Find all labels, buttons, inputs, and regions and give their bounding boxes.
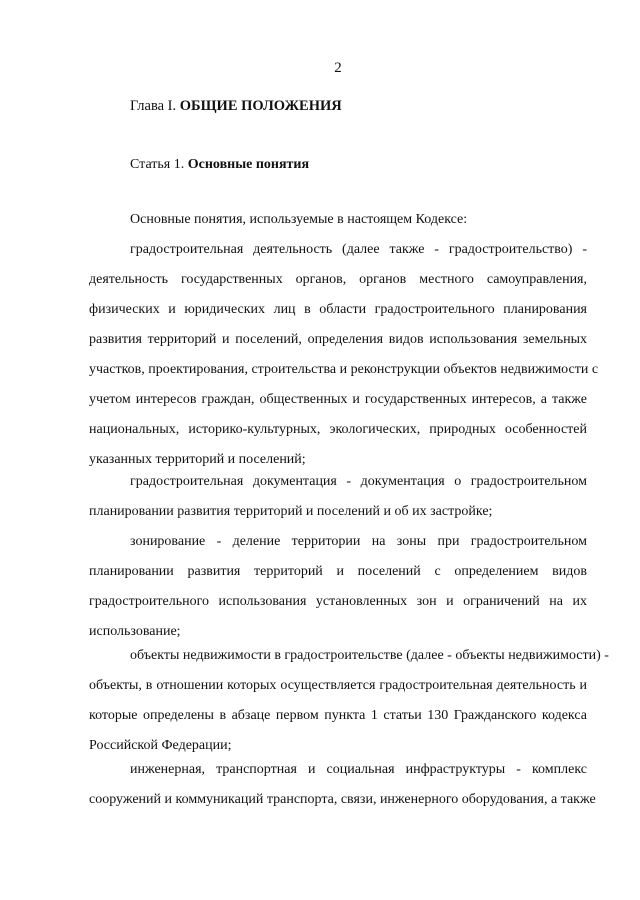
page-number: 2 (334, 60, 342, 76)
definition-paragraph-urban-planning (89, 242, 599, 482)
definition-paragraph-infrastructure (89, 762, 596, 822)
article-title: Основные понятия (187, 157, 310, 172)
chapter-prefix: Глава I. (130, 98, 177, 114)
paragraph-line: учетом интересов граждан, общественных и государственных интересов, а также (89, 392, 587, 407)
paragraph-line: планировании развития территорий и поселений с определением видов (89, 564, 587, 579)
paragraph-line: которые определены в абзаце первом пункта 1 статьи 130 Гражданского кодекса (89, 708, 587, 723)
paragraph-line: объекты, в отношении которых осуществляется градостроительная деятельность и (89, 678, 587, 693)
article-heading (130, 157, 309, 173)
chapter-title: ОБЩИЕ ПОЛОЖЕНИЯ (179, 98, 342, 114)
intro-paragraph (89, 212, 587, 242)
article-prefix: Статья 1. (130, 157, 185, 172)
paragraph-line: Российской Федерации; (89, 738, 232, 753)
paragraph-line: зонирование - деление территории на зоны при градостроительном (130, 534, 587, 549)
paragraph-line: планировании развития территорий и поселений и об их застройке; (89, 504, 493, 519)
paragraph-line: объекты недвижимости в градостроительстве (далее - объекты недвижимости) - (130, 648, 609, 663)
paragraph-line: физических и юридических лиц в области градостроительного планирования (89, 302, 587, 317)
paragraph-line: участков, проектирования, строительства и реконструкции объектов недвижимости с (89, 362, 599, 377)
intro-line: Основные понятия, используемые в настоящем Кодексе: (130, 212, 468, 227)
paragraph-line: градостроительная документация - документация о градостроительном (130, 474, 587, 489)
paragraph-line: указанных территорий и поселений; (89, 452, 306, 467)
paragraph-line: деятельность государственных органов, органов местного самоуправления, (89, 272, 587, 287)
paragraph-line: национальных, историко-культурных, экологических, природных особенностей (89, 422, 587, 437)
paragraph-line: развития территорий и поселений, определения видов использования земельных (89, 332, 587, 347)
chapter-heading (130, 98, 342, 115)
paragraph-line: инженерная, транспортная и социальная инфраструктуры - комплекс (130, 762, 587, 777)
definition-paragraph-real-estate (89, 648, 609, 768)
definition-paragraph-documentation (89, 474, 587, 534)
paragraph-line: сооружений и коммуникаций транспорта, связи, инженерного оборудования, а также (89, 792, 596, 807)
definition-paragraph-zoning (89, 534, 587, 654)
paragraph-line: градостроительного использования установленных зон и ограничений на их (89, 594, 587, 609)
paragraph-line: градостроительная деятельность (далее также - градостроительство) - (130, 242, 587, 257)
paragraph-line: использование; (89, 624, 181, 639)
